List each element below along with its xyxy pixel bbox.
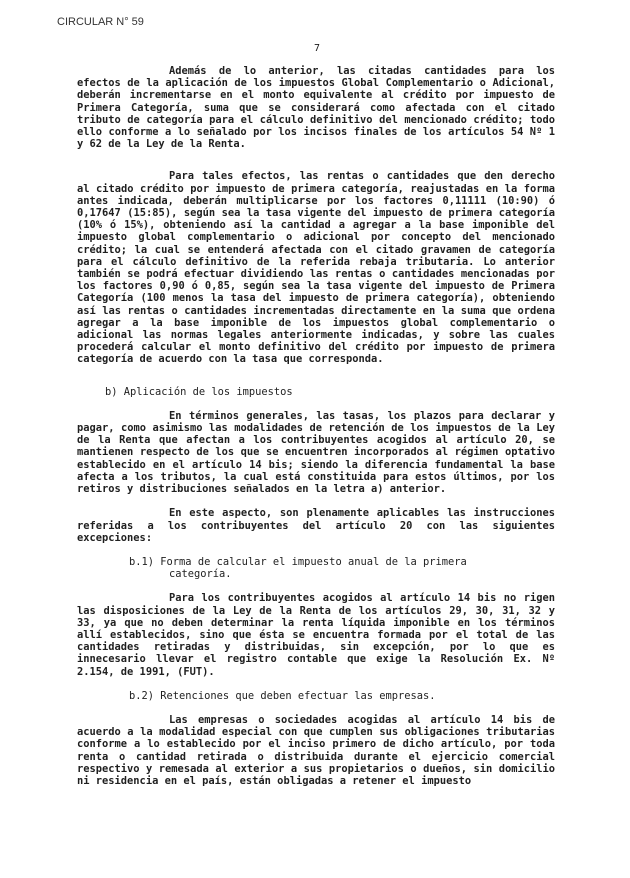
paragraph: Para los contribuyentes acogidos al artículo 14 bis no rigen las disposiciones de la Ley de la Renta de los artículos 29, 30, 31, 32 y 33, ya que no deben determinar la renta líquida imponible en los términos allí establecidos, sino que ésta se encuentra formada por el total de las cantidades retiradas y distribuidas, sin excepción, por lo que es innecesario llevar el registro contable que exige la Resolución Ex. Nº 2.154, de 1991, (FUT). — [77, 592, 555, 678]
subsection-heading-b2: b.2) Retenciones que deben efectuar las empresas. — [129, 689, 436, 702]
paragraph: Para tales efectos, las rentas o cantidades que den derecho al citado crédito por impuesto de primera categoría, reajustadas en la forma antes indicada, deberán multiplicarse por los factores 0,11111 (10:90) ó 0,17647 (15:85), según sea la tasa vigente del impuesto de primera categoría (10% ó 15%), obteniendo así la cantidad a agregar a la base imponible del impuesto global complementario o adicional por concepto del mencionado crédito; la cual se entenderá afectada con el citado gravamen de categoría para el cálculo definitivo de la referida rebaja tributaria. Lo anterior también se podrá efectuar dividiendo las rentas o cantidades mencionadas por los factores 0,90 ó 0,85, según sea la tasa vigente del impuesto de Primera Categoría (100 menos la tasa del impuesto de primera categoría), obteniendo así las rentas o cantidades incrementadas directamente en la suma que ordena agregar a la base imponible de los impuestos global complementario o adicional las normas legales anteriormente indicadas, y sobre las cuales procederá calcular el monto definitivo del crédito por impuesto de primera categoría de acuerdo con la tasa que corresponda. — [77, 170, 555, 366]
subsection-heading-b1-line1: b.1) Forma de calcular el impuesto anual de la primera — [129, 555, 467, 568]
paragraph: Las empresas o sociedades acogidas al artículo 14 bis de acuerdo a la modalidad especial con que cumplen sus obligaciones tributarias conforme a lo establecido por el inciso primero de dicho artículo, por toda renta o cantidad retirada o distribuida durante el ejercicio comercial respectivo y remesada al exterior a sus propietarios o dueños, sin domicilio ni residencia en el país, están obligadas a retener el impuesto — [77, 713, 555, 787]
document-body — [77, 65, 555, 787]
section-heading-b: b) Aplicación de los impuestos — [105, 385, 293, 398]
paragraph: Además de lo anterior, las citadas cantidades para los efectos de la aplicación de los impuestos Global Complementario o Adicional, deberán incrementarse en el monto equivalente al crédito por impuesto de Primera Categoría, suma que se considerará como afectada con el citado tributo de categoría para el cálculo definitivo del mencionado crédito; todo ello conforme a lo señalado por los incisos finales de los artículos 54 Nº 1 y 62 de la Ley de la Renta. — [77, 65, 555, 151]
page-number: 7 — [314, 43, 321, 54]
document-header: CIRCULAR N° 59 — [57, 16, 144, 28]
paragraph: En términos generales, las tasas, los plazos para declarar y pagar, como asimismo las modalidades de retención de los impuestos de la Ley de la Renta que afectan a los contribuyentes acogidos al artículo 20, se mantienen respecto de los que se encuentren incorporados al régimen optativo establecido en el artículo 14 bis; siendo la diferencia fundamental la base afecta a los tributos, la cual está constituida para estos últimos, por los retiros y distribuciones señalados en la letra a) anterior. — [77, 409, 555, 496]
subsection-heading-b1 — [77, 556, 555, 580]
subsection-heading-b1-line2: categoría. — [169, 568, 232, 581]
paragraph: En este aspecto, son plenamente aplicables las instrucciones referidas a los contribuyentes del artículo 20 con las siguientes excepciones: — [77, 507, 555, 544]
